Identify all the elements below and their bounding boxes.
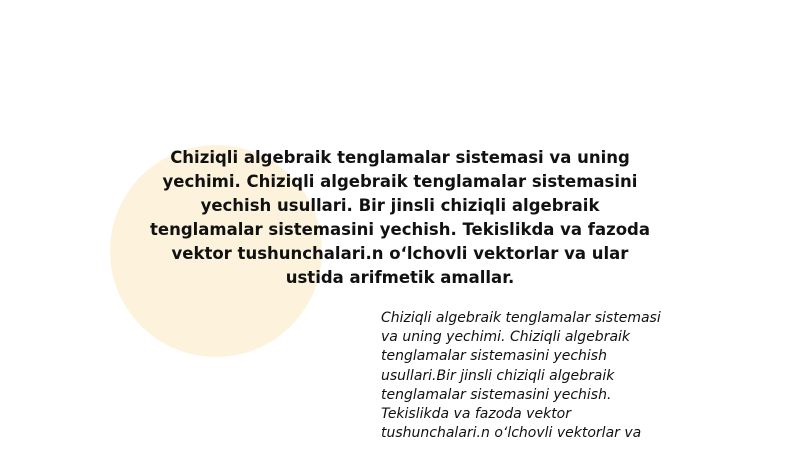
slide-title: Chiziqli algebraik tenglamalar sistemasi va uning yechimi. Chiziqli algebraik tenglamalar sistemasini yechish usullari. Bir jinsli chiziqli algebraik tenglamalar sistemasini yechish. Tekislikda va fazoda vektor tushunchalari.n o‘lchovli vektorlar va ular ustida arifmetik amallar. (150, 148, 650, 287)
slide-subtitle: Chiziqli algebraik tenglamalar sistemasi va uning yechimi. Chiziqli algebraik tenglamalar sistemasini yechish usullari.Bir jinsli chiziqli algebraik tenglamalar sistemasini yechish. Tekislikda va fazoda vektor tushunchalari.n o‘lchovli vektorlar va (381, 310, 661, 442)
